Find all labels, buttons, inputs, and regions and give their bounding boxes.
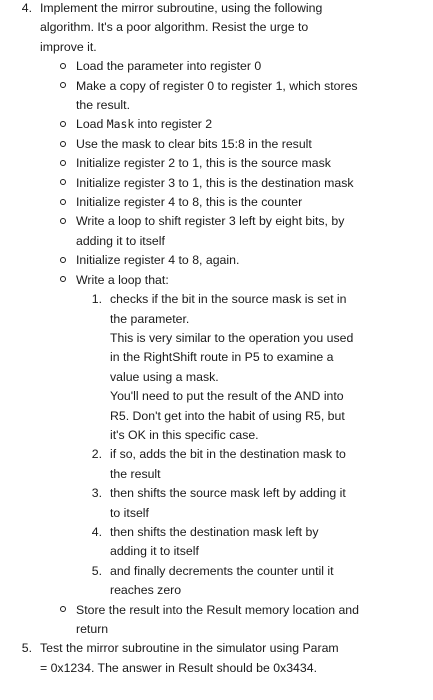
step-number: 3. [91, 486, 102, 501]
bullet-item [0, 115, 433, 134]
loop-step-4 [0, 523, 433, 562]
bullet-circle-icon [58, 174, 68, 193]
bullet-text: Initialize register 2 to 1, this is the source mask [76, 156, 331, 171]
bullet-circle-icon [58, 135, 68, 154]
bullet-text-pre: Load [76, 117, 107, 132]
step-text: then shifts the source mask left by adding it to itself [110, 486, 346, 520]
list-item-5 [0, 639, 433, 678]
bullet-text: Initialize register 4 to 8, again. [76, 253, 240, 268]
bullet-text-post: into register 2 [134, 117, 213, 132]
step-paragraph: checks if the bit in the source mask is set in the parameter. [110, 292, 347, 326]
bullet-text [76, 115, 366, 134]
bullet-circle-icon [58, 271, 68, 290]
loop-step-2 [0, 445, 433, 484]
bullet-item [0, 135, 433, 154]
list-item-text: Test the mirror subroutine in the simulator using Param = 0x1234. The answer in Result should be 0x3434. [40, 641, 339, 675]
bullet-item [0, 154, 433, 173]
step-text: then shifts the destination mask left by adding it to itself [110, 524, 319, 559]
list-number: 5. [21, 641, 32, 656]
bullet-circle-icon [58, 212, 68, 231]
bullet-item [0, 601, 433, 640]
step-paragraph: This is very similar to the operation you used in the RightShift route in P5 to examine a value using a mask. [110, 330, 354, 384]
bullet-circle-icon [58, 154, 68, 173]
bullet-circle-icon [58, 77, 68, 96]
bullet-item [0, 193, 433, 212]
bullet-text: Make a copy of register 0 to register 1, which stores the result. [76, 78, 358, 113]
bullet-circle-icon [58, 251, 68, 270]
step-paragraph: You'll need to put the result of the AND into R5. Don't get into the habit of using R5, but it's OK in this specific case. [110, 389, 345, 442]
bullet-text: Initialize register 4 to 8, this is the counter [76, 195, 303, 210]
list-item-4 [0, 0, 433, 57]
bullet-item [0, 271, 433, 290]
code-mask: Mask [106, 117, 135, 132]
step-number: 2. [91, 447, 102, 462]
step-number: 5. [91, 563, 102, 578]
bullet-item [0, 212, 433, 251]
bullet-text: Initialize register 3 to 1, this is the destination mask [76, 175, 354, 190]
step-number: 4. [91, 524, 102, 539]
step-number: 1. [91, 292, 102, 307]
step-text: if so, adds the bit in the destination mask to the result [110, 447, 346, 481]
bullet-item [0, 77, 433, 116]
bullet-text: Load the parameter into register 0 [76, 59, 262, 74]
bullet-item [0, 174, 433, 193]
bullet-circle-icon [58, 193, 68, 212]
loop-step-1 [0, 290, 433, 445]
bullet-item [0, 251, 433, 270]
bullet-circle-icon [58, 57, 68, 76]
step-text: and finally decrements the counter until it reaches zero [110, 563, 334, 598]
bullet-text: Use the mask to clear bits 15:8 in the result [76, 136, 312, 151]
bullet-circle-icon [58, 115, 68, 134]
bullet-circle-icon [58, 601, 68, 620]
step-text [110, 290, 355, 445]
loop-step-3 [0, 484, 433, 523]
list-number: 4. [21, 1, 32, 15]
loop-step-5 [0, 562, 433, 601]
bullet-text: Write a loop that: [76, 272, 169, 287]
bullet-item [0, 57, 433, 76]
bullet-text: Write a loop to shift register 3 left by eight bits, by adding it to itself [76, 214, 345, 248]
bullet-text: Store the result into the Result memory location and return [76, 602, 359, 636]
list-item-text: Implement the mirror subroutine, using the following algorithm. It's a poor algorithm. Resist the urge to improve it. [40, 1, 323, 54]
